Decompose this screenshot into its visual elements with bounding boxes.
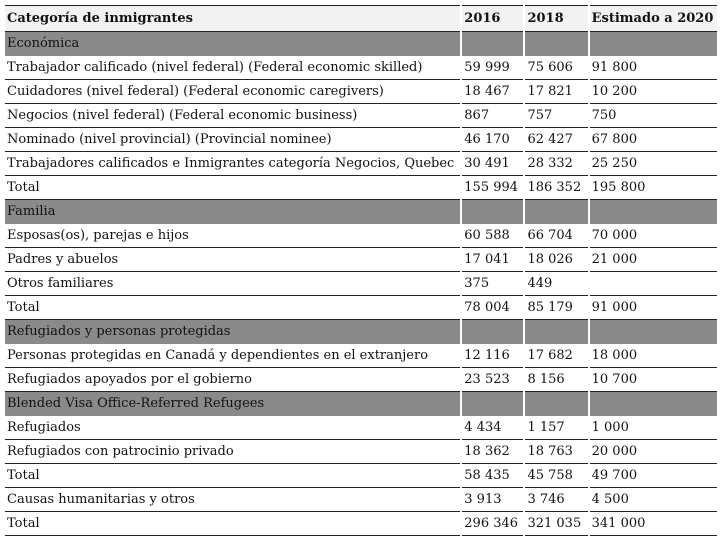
value-2016: 296 346 xyxy=(462,512,523,536)
value-2018: 75 606 xyxy=(525,56,587,80)
value-2018: 757 xyxy=(525,104,587,128)
section-band-cell xyxy=(462,320,523,344)
table-row xyxy=(5,80,717,104)
table-row xyxy=(5,488,717,512)
immigration-table xyxy=(3,5,719,536)
table-row xyxy=(5,296,717,320)
row-label: Total xyxy=(5,512,460,536)
row-label: Nominado (nivel provincial) (Provincial nominee) xyxy=(5,128,460,152)
value-2018: 186 352 xyxy=(525,176,587,200)
value-2016: 78 004 xyxy=(462,296,523,320)
value-2016: 17 041 xyxy=(462,248,523,272)
section-header-row xyxy=(5,32,717,56)
header-category: Categoría de inmigrantes xyxy=(5,5,460,32)
row-label: Causas humanitarias y otros xyxy=(5,488,460,512)
value-2020: 750 xyxy=(590,104,717,128)
value-2020: 49 700 xyxy=(590,464,717,488)
value-2016: 155 994 xyxy=(462,176,523,200)
value-2018: 17 821 xyxy=(525,80,587,104)
section-band-cell xyxy=(525,320,587,344)
table-row xyxy=(5,272,717,296)
value-2020: 1 000 xyxy=(590,416,717,440)
row-label: Trabajador calificado (nivel federal) (Federal economic skilled) xyxy=(5,56,460,80)
section-title: Económica xyxy=(5,32,460,56)
section-band-cell xyxy=(590,200,717,224)
value-2018: 45 758 xyxy=(525,464,587,488)
row-label: Personas protegidas en Canadá y dependientes en el extranjero xyxy=(5,344,460,368)
table-body xyxy=(5,32,717,536)
table-row xyxy=(5,224,717,248)
table-row xyxy=(5,368,717,392)
section-band-cell xyxy=(590,32,717,56)
row-label: Refugiados con patrocinio privado xyxy=(5,440,460,464)
section-title: Refugiados y personas protegidas xyxy=(5,320,460,344)
value-2018: 85 179 xyxy=(525,296,587,320)
row-label: Negocios (nivel federal) (Federal economic business) xyxy=(5,104,460,128)
value-2018: 8 156 xyxy=(525,368,587,392)
section-band-cell xyxy=(462,200,523,224)
row-label: Total xyxy=(5,296,460,320)
value-2020 xyxy=(590,272,717,296)
value-2020: 10 700 xyxy=(590,368,717,392)
section-band-cell xyxy=(462,32,523,56)
value-2020: 91 800 xyxy=(590,56,717,80)
value-2020: 10 200 xyxy=(590,80,717,104)
header-2020-estimate: Estimado a 2020 xyxy=(590,5,717,32)
header-2018: 2018 xyxy=(525,5,587,32)
value-2018: 66 704 xyxy=(525,224,587,248)
section-title: Familia xyxy=(5,200,460,224)
table-row xyxy=(5,512,717,536)
table-row xyxy=(5,128,717,152)
section-title: Blended Visa Office-Referred Refugees xyxy=(5,392,460,416)
table-header xyxy=(5,5,717,32)
value-2016: 23 523 xyxy=(462,368,523,392)
table-row xyxy=(5,464,717,488)
table-row xyxy=(5,104,717,128)
value-2016: 30 491 xyxy=(462,152,523,176)
value-2018: 18 026 xyxy=(525,248,587,272)
value-2016: 18 467 xyxy=(462,80,523,104)
value-2016: 867 xyxy=(462,104,523,128)
value-2018: 28 332 xyxy=(525,152,587,176)
value-2016: 12 116 xyxy=(462,344,523,368)
row-label: Total xyxy=(5,464,460,488)
value-2020: 4 500 xyxy=(590,488,717,512)
value-2020: 195 800 xyxy=(590,176,717,200)
row-label: Total xyxy=(5,176,460,200)
row-label: Esposas(os), parejas e hijos xyxy=(5,224,460,248)
table-row xyxy=(5,440,717,464)
value-2020: 25 250 xyxy=(590,152,717,176)
section-band-cell xyxy=(590,392,717,416)
value-2016: 46 170 xyxy=(462,128,523,152)
section-header-row xyxy=(5,200,717,224)
row-label: Refugiados apoyados por el gobierno xyxy=(5,368,460,392)
table-row xyxy=(5,344,717,368)
value-2018: 17 682 xyxy=(525,344,587,368)
value-2020: 67 800 xyxy=(590,128,717,152)
value-2020: 20 000 xyxy=(590,440,717,464)
value-2020: 18 000 xyxy=(590,344,717,368)
table-row xyxy=(5,152,717,176)
section-band-cell xyxy=(525,392,587,416)
header-row xyxy=(5,5,717,32)
value-2018: 1 157 xyxy=(525,416,587,440)
value-2020: 91 000 xyxy=(590,296,717,320)
value-2018: 3 746 xyxy=(525,488,587,512)
row-label: Padres y abuelos xyxy=(5,248,460,272)
table-row xyxy=(5,176,717,200)
row-label: Cuidadores (nivel federal) (Federal economic caregivers) xyxy=(5,80,460,104)
row-label: Refugiados xyxy=(5,416,460,440)
row-label: Otros familiares xyxy=(5,272,460,296)
value-2016: 59 999 xyxy=(462,56,523,80)
section-header-row xyxy=(5,320,717,344)
value-2020: 21 000 xyxy=(590,248,717,272)
section-band-cell xyxy=(590,320,717,344)
value-2016: 3 913 xyxy=(462,488,523,512)
value-2020: 341 000 xyxy=(590,512,717,536)
value-2016: 4 434 xyxy=(462,416,523,440)
section-band-cell xyxy=(525,200,587,224)
value-2018: 321 035 xyxy=(525,512,587,536)
value-2016: 60 588 xyxy=(462,224,523,248)
value-2018: 18 763 xyxy=(525,440,587,464)
section-band-cell xyxy=(525,32,587,56)
row-label: Trabajadores calificados e Inmigrantes categoría Negocios, Quebec xyxy=(5,152,460,176)
value-2016: 18 362 xyxy=(462,440,523,464)
value-2020: 70 000 xyxy=(590,224,717,248)
header-2016: 2016 xyxy=(462,5,523,32)
section-header-row xyxy=(5,392,717,416)
section-band-cell xyxy=(462,392,523,416)
value-2016: 58 435 xyxy=(462,464,523,488)
value-2018: 62 427 xyxy=(525,128,587,152)
table-row xyxy=(5,416,717,440)
value-2018: 449 xyxy=(525,272,587,296)
value-2016: 375 xyxy=(462,272,523,296)
table-row xyxy=(5,56,717,80)
table-row xyxy=(5,248,717,272)
